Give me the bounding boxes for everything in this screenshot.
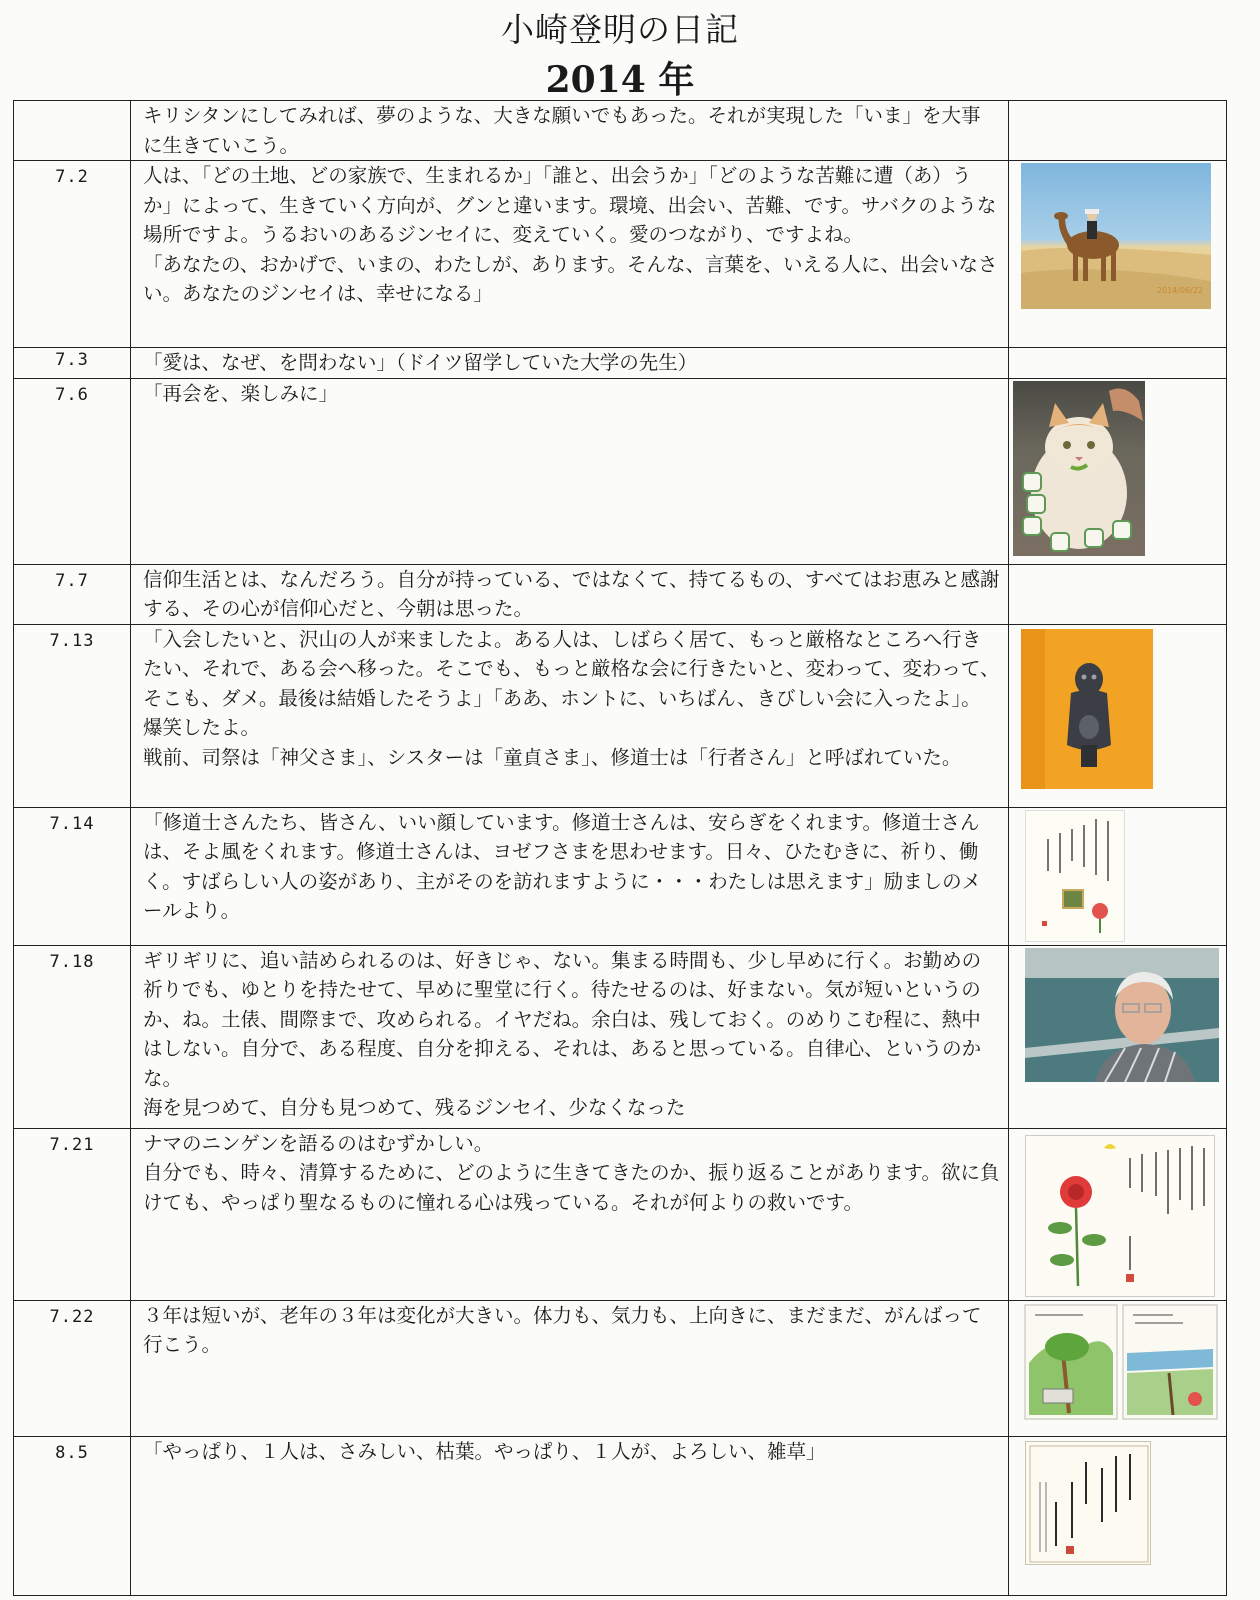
- entry-text: [131, 378, 1009, 564]
- entry-picture-cell: [1009, 1436, 1227, 1595]
- entry-text: [131, 624, 1009, 807]
- entry-date: 7.14: [14, 807, 131, 945]
- entry-date: 7.13: [14, 624, 131, 807]
- entry-paragraph: キリシタンにしてみれば、夢のような、大きな願いでもあった。それが実現した「いま」を大事に生きていこう。: [143, 104, 981, 157]
- portrait-illustration: [1025, 948, 1219, 1082]
- diary-row: [14, 348, 1227, 379]
- entry-picture-cell: [1009, 564, 1227, 624]
- entry-paragraph: 戦前、司祭は「神父さま」、シスターは「童貞さま」、修道士は「行者さん」と呼ばれていた。: [143, 745, 962, 769]
- calligraphy-illustration: [1026, 1442, 1151, 1565]
- photo-date-stamp: 2014/06/22: [1156, 286, 1203, 295]
- entry-text: [131, 1300, 1009, 1436]
- entry-paragraph: 「再会を、楽しみに」: [143, 381, 339, 405]
- entry-paragraph: 「修道士さんたち、皆さん、いい顔しています。修道士さんは、安らぎをくれます。修道士さんは、そよ風をくれます。修道士さんは、ヨゼフさまを思わせます。日々、ひたむきに、祈り、働く。すばらしい人の姿があり、主がそのを訪れますように・・・わたしは思えます」励ましのメールより。: [143, 810, 982, 922]
- entry-paragraph: 「入会したいと、沢山の人が来ましたよ。ある人は、しばらく居て、もっと厳格なところへ行きたい、それで、ある会へ移った。そこでも、もっと厳格な会に行きたいと、変わって、変わって、そこも、ダメ。最後は結婚したそうよ」「ああ、ホントに、いちばん、きびしい会に入ったよ」。爆笑したよ。: [143, 627, 1000, 739]
- entry-picture-cell: [1009, 161, 1227, 348]
- diary-row: [14, 378, 1227, 564]
- entry-paragraph: 海を見つめて、自分も見つめて、残るジンセイ、少なくなった: [143, 1096, 686, 1119]
- entry-paragraph: 「やっぱり、１人は、さみしい、枯葉。やっぱり、１人が、よろしい、雑草」: [143, 1439, 826, 1463]
- entry-date: [14, 101, 131, 161]
- entry-picture-cell: [1009, 624, 1227, 807]
- entry-date: 7.21: [14, 1128, 131, 1300]
- diary-row: [14, 807, 1227, 945]
- portrait-photo: [1025, 948, 1219, 1082]
- diary-row: [14, 1128, 1227, 1300]
- entry-paragraph: ギリギリに、追い詰められるのは、好きじゃ、ない。集まる時間も、少し早めに行く。お勤めの祈りでも、ゆとりを持たせて、早めに聖堂に行く。待たせるのは、好まない。気が短いというのか、ね。土俵、間際まで、攻められる。イヤだね。余白は、残しておく。のめりこむ程に、熱中はしない。自分で、ある程度、自分を抑える、それは、あると思っている。自律心、というのかな。: [143, 948, 982, 1090]
- entry-date: 7.3: [14, 348, 131, 379]
- entry-picture-cell: [1009, 348, 1227, 379]
- entry-date: 7.18: [14, 945, 131, 1128]
- statue-illustration: [1021, 629, 1153, 789]
- entry-date: 7.2: [14, 161, 131, 348]
- rose-card: [1025, 1135, 1215, 1297]
- entry-picture-cell: [1009, 1128, 1227, 1300]
- entry-paragraph: 信仰生活とは、なんだろう。自分が持っている、ではなくて、持てるもの、すべてはお恵みと感謝する、その心が信仰心だと、今朝は思った。: [143, 567, 1000, 620]
- entry-date: 7.7: [14, 564, 131, 624]
- sketch-card: [1023, 1303, 1219, 1421]
- diary-row: [14, 1436, 1227, 1595]
- entry-paragraph: 自分でも、時々、清算するために、どのように生きてきたのか、振り返ることがあります。欲に負けても、やっぱり聖なるものに憧れる心は残っている。それが何よりの救いです。: [143, 1161, 1000, 1214]
- entry-paragraph: ３年は短いが、老年の３年は変化が大きい。体力も、気力も、上向きに、まだまだ、がんばって行こう。: [143, 1303, 982, 1356]
- entry-text: [131, 945, 1009, 1128]
- entry-date: 7.6: [14, 378, 131, 564]
- entry-text: [131, 101, 1009, 161]
- card-calligraphy: [1025, 810, 1125, 942]
- cat-illustration: [1013, 381, 1145, 556]
- page-year: 2014 年: [545, 59, 695, 101]
- statue-photo: [1021, 629, 1153, 789]
- entry-text: [131, 564, 1009, 624]
- entry-paragraph: ナマのニンゲンを語るのはむずかしい。: [143, 1131, 494, 1155]
- entry-picture-cell: [1009, 945, 1227, 1128]
- entry-picture-cell: [1009, 807, 1227, 945]
- entry-text: [131, 1128, 1009, 1300]
- camel-photo: [1021, 163, 1211, 309]
- diary-row: [14, 101, 1227, 161]
- entry-date: 8.5: [14, 1436, 131, 1595]
- entry-text: [131, 1436, 1009, 1595]
- diary-row: [14, 624, 1227, 807]
- entry-picture-cell: [1009, 101, 1227, 161]
- diary-row: [14, 564, 1227, 624]
- entry-paragraph: 「あなたの、おかげで、いまの、わたしが、あります。そんな、言葉を、いえる人に、出会いなさい。あなたのジンセイは、幸せになる」: [143, 252, 998, 305]
- page-title: 小崎登明の日記: [501, 10, 739, 49]
- sketch-illustration: [1023, 1303, 1219, 1421]
- diary-table: [13, 100, 1227, 1596]
- diary-row: [14, 945, 1227, 1128]
- entry-text: [131, 807, 1009, 945]
- entry-picture-cell: [1009, 378, 1227, 564]
- card-illustration: [1026, 811, 1125, 942]
- entry-picture-cell: [1009, 1300, 1227, 1436]
- entry-text: [131, 161, 1009, 348]
- entry-date: 7.22: [14, 1300, 131, 1436]
- entry-text: [131, 348, 1009, 379]
- diary-row: [14, 161, 1227, 348]
- diary-row: [14, 1300, 1227, 1436]
- calligraphy-card: [1025, 1441, 1151, 1565]
- rose-illustration: [1026, 1136, 1215, 1297]
- cat-photo: [1013, 381, 1145, 556]
- page-header: [0, 0, 1260, 100]
- entry-paragraph: 「愛は、なぜ、を問わない」（ドイツ留学していた大学の先生）: [143, 351, 698, 374]
- entry-paragraph: 人は、「どの土地、どの家族で、生まれるか」「誰と、出会うか」「どのような苦難に遭（あ）うか」によって、生きていく方向が、グンと違います。環境、出会い、苦難、です。サバクのような場所ですよ。うるおいのあるジンセイに、変えていく。愛のつながり、ですよね。: [143, 164, 997, 246]
